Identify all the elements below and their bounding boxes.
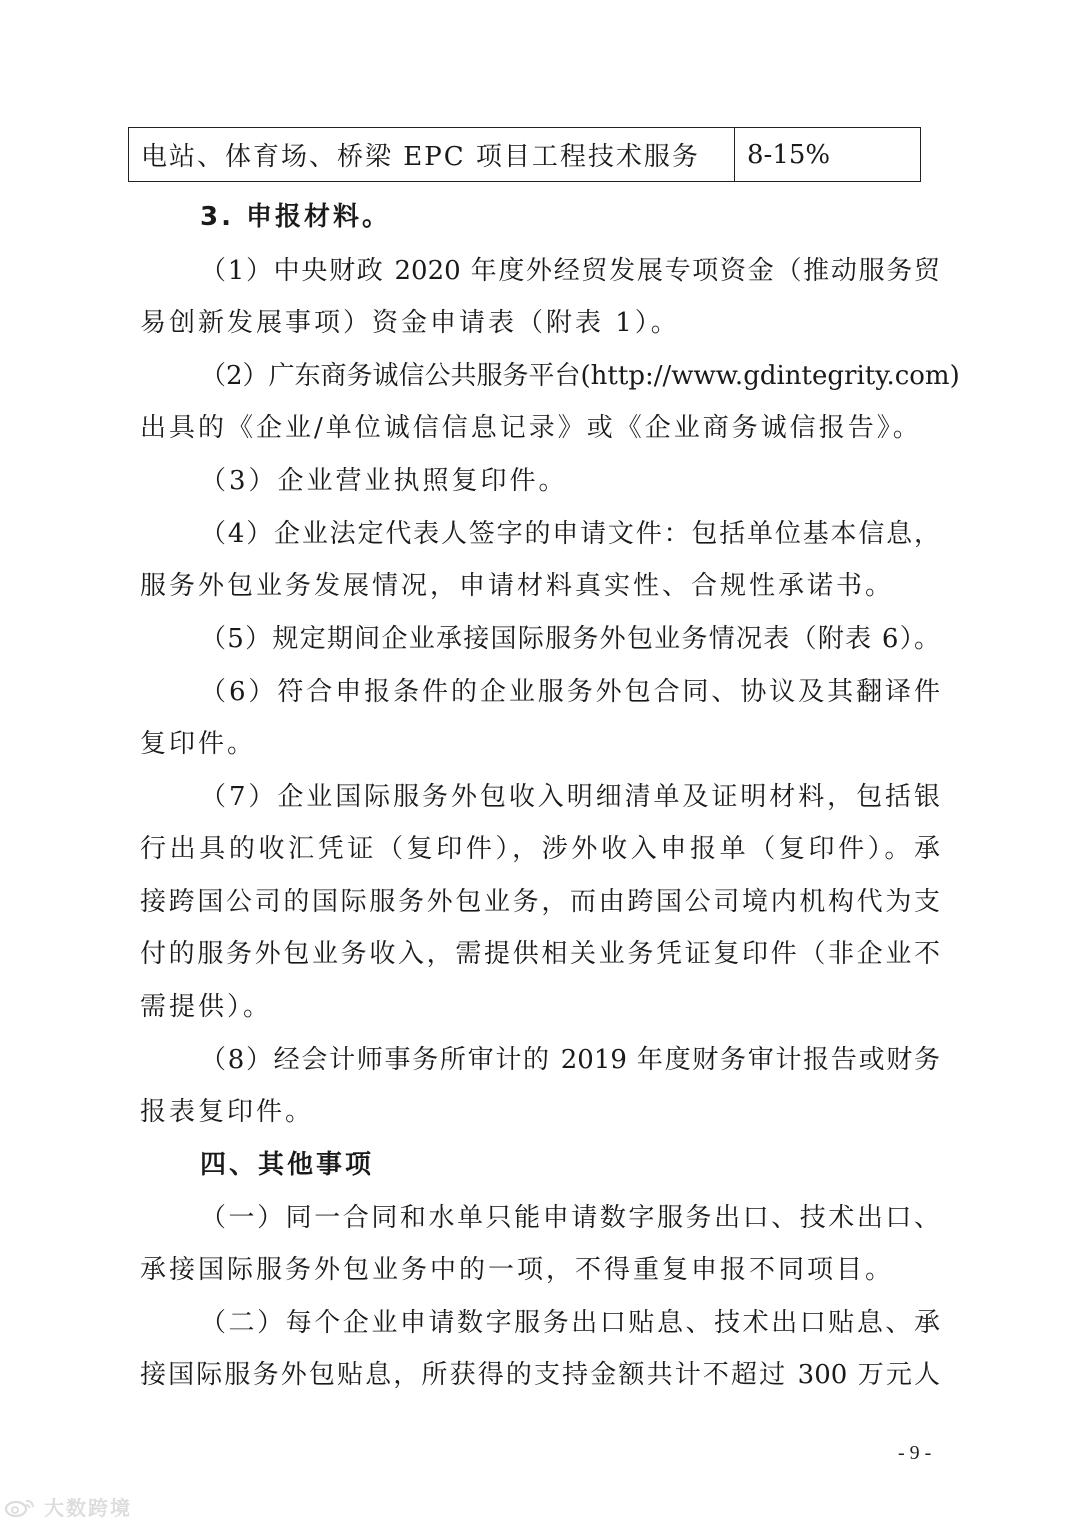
rate-table: [128, 127, 921, 182]
weibo-logo-icon: [4, 1497, 38, 1517]
other-2-line-1: （二）每个企业申请数字服务出口贴息、技术出口贴息、承: [200, 1308, 940, 1338]
section-heading-materials: 3. 申报材料。: [200, 202, 392, 232]
material-8-line-2: 报表复印件。: [140, 1097, 315, 1127]
material-7-line-3: 接跨国公司的国际服务外包业务，而由跨国公司境内机构代为支: [140, 887, 940, 917]
other-2-line-2: 接国际服务外包贴息，所获得的支持金额共计不超过 300 万元人: [140, 1360, 940, 1390]
material-7-line-5: 需提供）。: [140, 992, 273, 1022]
section-heading-other: 四、其他事项: [200, 1150, 375, 1180]
material-4-line-1: （4）企业法定代表人签字的申请文件：包括单位基本信息，: [200, 519, 940, 549]
table-cell-item: 电站、体育场、桥梁 EPC 项目工程技术服务: [129, 128, 735, 181]
material-7-line-4: 付的服务外包业务收入，需提供相关业务凭证复印件（非企业不: [140, 939, 940, 969]
watermark: [4, 1492, 132, 1521]
material-5-line-1: （5）规定期间企业承接国际服务外包业务情况表（附表 6）。: [200, 624, 940, 654]
material-7-line-1: （7）企业国际服务外包收入明细清单及证明材料，包括银: [200, 782, 940, 812]
material-1-line-1: （1）中央财政 2020 年度外经贸发展专项资金（推动服务贸: [200, 256, 940, 286]
other-1-line-1: （一）同一合同和水单只能申请数字服务出口、技术出口、: [200, 1203, 940, 1233]
material-8-line-1: （8）经会计师事务所审计的 2019 年度财务审计报告或财务: [200, 1045, 940, 1075]
material-1-line-2: 易创新发展事项）资金申请表（附表 1）。: [140, 308, 680, 338]
page-number: - 9 -: [898, 1442, 932, 1464]
material-3-line-1: （3）企业营业执照复印件。: [200, 466, 568, 496]
material-4-line-2: 服务外包业务发展情况，申请材料真实性、合规性承诺书。: [140, 571, 895, 601]
material-2-line-2: 出具的《企业/单位诚信信息记录》或《企业商务诚信报告》。: [140, 413, 922, 443]
watermark-text: 大数跨境: [44, 1496, 132, 1520]
material-6-line-1: （6）符合申报条件的企业服务外包合同、协议及其翻译件: [200, 677, 940, 707]
material-2-line-1: （2）广东商务诚信公共服务平台(http://www.gdintegrity.com): [200, 361, 960, 391]
material-7-line-2: 行出具的收汇凭证（复印件），涉外收入申报单（复印件）。承: [140, 834, 940, 864]
other-1-line-2: 承接国际服务外包业务中的一项，不得重复申报不同项目。: [140, 1255, 895, 1285]
table-cell-rate: 8-15%: [747, 139, 831, 170]
material-6-line-2: 复印件。: [140, 729, 257, 759]
